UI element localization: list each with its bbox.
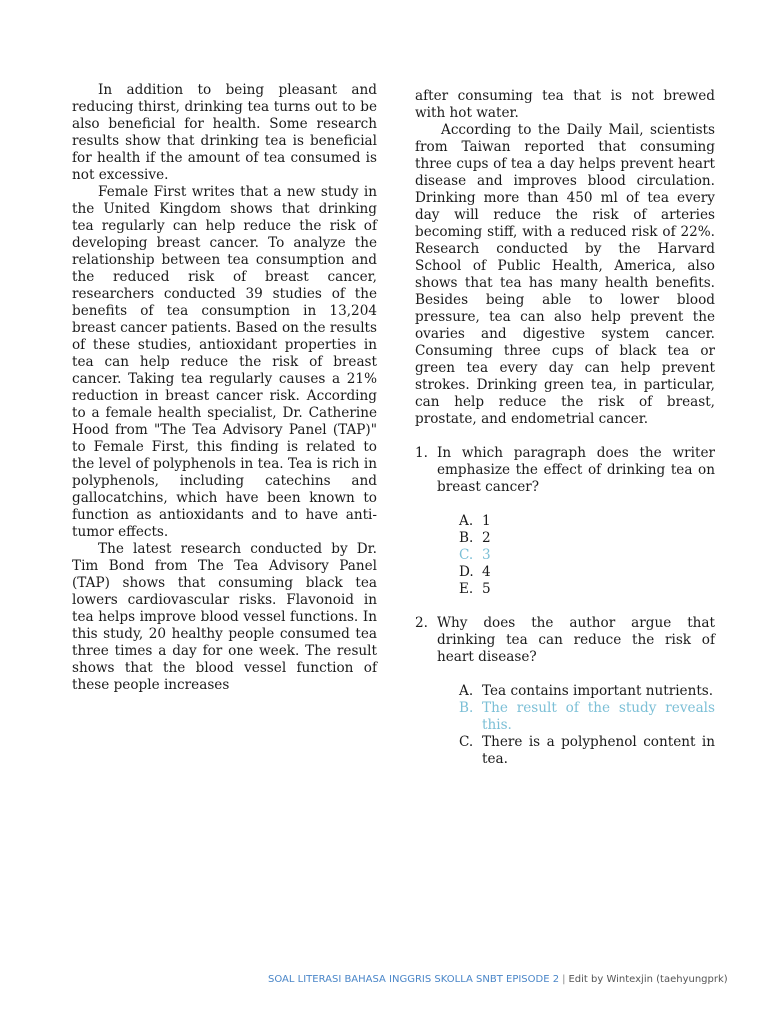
paragraph-1: In addition to being pleasant and reducing thirst, drinking tea turns out to be also beneficial for health. Some research results show that drinking tea is beneficial for health if the amount of tea consumed is not excessive. [72, 82, 377, 183]
paragraph-3: The latest research conducted by Dr. Tim Bond from The Tea Advisory Panel (TAP) shows that consuming black tea lowers cardiovascular risks. Flavonoid in tea helps improve blood vessel functions. In this study, 20 healthy people consumed tea three times a day for one week. The result shows that the blood vessel function of these people increases [72, 541, 377, 693]
question-2 [415, 615, 715, 768]
question-text: In which paragraph does the writer emphasize the effect of drinking tea on breast cancer? [437, 445, 715, 495]
left-column [72, 82, 377, 694]
question-number: 2. [415, 615, 428, 631]
option-d: D. 4 [459, 564, 491, 580]
paragraph-2: Female First writes that a new study in the United Kingdom shows that drinking tea regularly can help reduce the risk of developing breast cancer. To analyze the relationship between tea consumption and the reduced risk of breast cancer, researchers conducted 39 studies of the benefits of tea consumption in 13,204 breast cancer patients. Based on the results of these studies, antioxidant properties in tea can help reduce the risk of breast cancer. Taking tea regularly causes a 21% reduction in breast cancer risk. According to a female health specialist, Dr. Catherine Hood from "The Tea Advisory Panel (TAP)" to Female First, this finding is related to the level of polyphenols in tea. Tea is rich in polyphenols, including catechins and gallocatchins, which have been known to function as antioxidants and to have anti-tumor effects. [72, 184, 377, 540]
question-text: Why does the author argue that drinking tea can reduce the risk of heart disease? [437, 615, 715, 665]
option-c-correct-answer: C. 3 [459, 547, 491, 563]
option-b-correct-answer: B. The result of the study reveals this. [459, 700, 715, 733]
footer-separator: | [562, 974, 566, 985]
paragraph-3-continuation: after consuming tea that is not brewed with hot water. [415, 88, 715, 121]
option-a: A. Tea contains important nutrients. [459, 683, 714, 699]
answer-options [437, 513, 715, 598]
question-1 [415, 445, 715, 598]
footer-credit: Edit by Wintexjin (taehyungprk) [568, 974, 728, 985]
answer-options [437, 683, 715, 768]
option-b: B. 2 [459, 530, 491, 546]
right-column [415, 88, 715, 768]
option-a: A. 1 [459, 513, 491, 529]
option-c: C. There is a polyphenol content in tea. [459, 734, 715, 767]
paragraph-4: According to the Daily Mail, scientists from Taiwan reported that consuming three cups of tea a day helps prevent heart disease and improves blood circulation. Drinking more than 450 ml of tea every day will reduce the risk of arteries becoming stiff, with a reduced risk of 22%. Research conducted by the Harvard School of Public Health, America, also shows that tea has many health benefits. Besides being able to lower blood pressure, tea can also help prevent the ovaries and digestive system cancer. Consuming three cups of black tea or green tea every day can help prevent strokes. Drinking green tea, in particular, can help reduce the risk of breast, prostate, and endometrial cancer. [415, 122, 715, 427]
footer-title: SOAL LITERASI BAHASA INGGRIS SKOLLA SNBT EPISODE 2 [268, 974, 560, 985]
question-number: 1. [415, 445, 428, 461]
option-e: E. 5 [459, 581, 491, 597]
page-footer [268, 974, 758, 985]
